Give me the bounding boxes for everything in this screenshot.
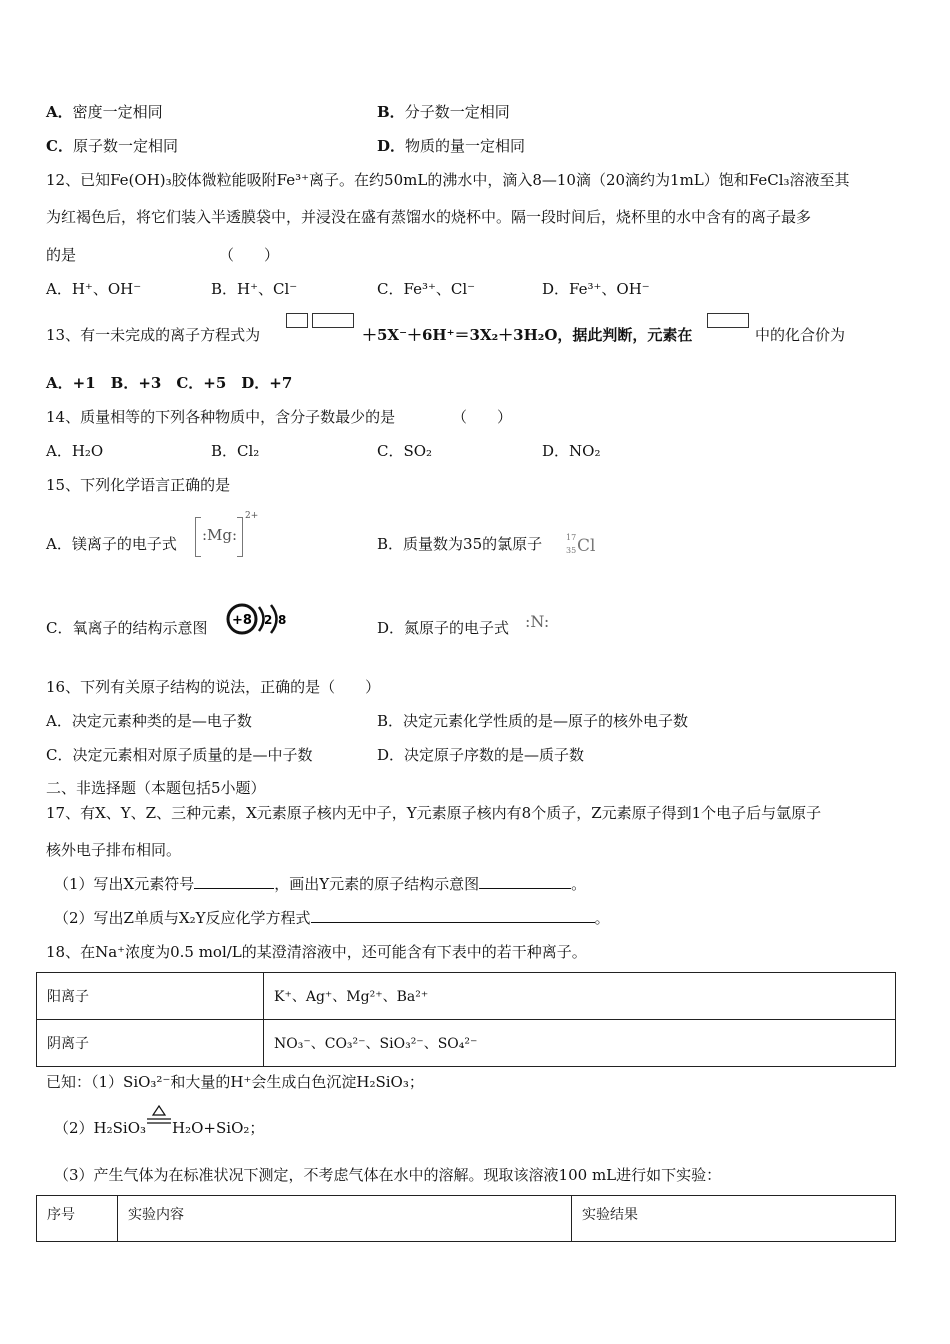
q15-option-c: C．氧离子的结构示意图 <box>46 619 208 637</box>
q12-stem-line1: 12、已知Fe(OH)₃胶体微粒能吸附Fe³⁺离子。在约50mL的沸水中，滴入8—10滴（20滴约为1mL）饱和FeCl₃溶液至其 <box>46 171 850 189</box>
q18-stem: 18、在Na⁺浓度为0.5 mol/L的某澄清溶液中，还可能含有下表中的若干种离子。 <box>46 943 587 961</box>
oxygen-ion-structure-diagram <box>226 601 290 637</box>
table-header-row <box>37 1196 896 1242</box>
q14-answer-paren: （ ） <box>452 408 513 426</box>
cl-bottom-number: 35 <box>566 546 577 555</box>
q16-option-c: C．决定元素相对原子质量的是—中子数 <box>46 746 313 764</box>
header-content: 实验内容 <box>118 1196 572 1242</box>
table-cell-cation-ions: K⁺、Ag⁺、Mg²⁺、Ba²⁺ <box>264 973 896 1020</box>
shell-2-count: 8 <box>278 613 287 627</box>
answer-blank-x-symbol <box>194 874 274 889</box>
q14-option-c: C．SO₂ <box>377 442 433 460</box>
n-atom-electron-formula: :N: <box>525 612 550 631</box>
shell-1-count: 2 <box>264 613 273 627</box>
mg-ion-electron-formula <box>195 511 259 559</box>
q14-option-b: B．Cl₂ <box>211 442 260 460</box>
q17-sub1: （1）写出X元素符号 ，画出Y元素的原子结构示意图 。 <box>54 875 587 893</box>
cl-symbol: Cl <box>577 536 596 556</box>
q15-stem: 15、下列化学语言正确的是 <box>46 476 231 494</box>
q13-equation: ＋5X⁻＋6H⁺＝3X₂＋3H₂O，据此判断，元素在 <box>362 326 693 344</box>
q16-option-d: D．决定原子序数的是—质子数 <box>377 746 585 764</box>
ion-table <box>36 972 896 1067</box>
heat-equilibrium-sign <box>146 1118 172 1138</box>
q18-known-3: （3）产生气体为在标准状况下测定，不考虑气体在水中的溶解。现取该溶液100 mL进行如下实验： <box>54 1166 722 1184</box>
q17-sub2: （2）写出Z单质与X₂Y反应化学方程式 。 <box>54 909 610 927</box>
shell-arc-1 <box>259 607 264 631</box>
q11-option-a: A．密度一定相同 <box>46 103 163 121</box>
q12-option-c: C．Fe³⁺、Cl⁻ <box>377 280 476 298</box>
table-cell-anion-label: 阴离子 <box>37 1020 264 1067</box>
q15-option-d: D．氮原子的电子式 <box>377 619 510 637</box>
mg-charge: 2+ <box>245 511 259 521</box>
q16-option-a: A．决定元素种类的是—电子数 <box>46 712 252 730</box>
answer-blank-equation <box>311 908 595 923</box>
q13-stem-suffix: 中的化合价为 <box>755 326 846 344</box>
nucleus-charge: +8 <box>232 613 252 628</box>
delta-triangle-icon <box>146 1104 172 1130</box>
experiment-table <box>36 1195 896 1242</box>
q13-blank-box-2 <box>312 313 354 328</box>
header-result: 实验结果 <box>572 1196 896 1242</box>
q17-stem-line1: 17、有X、Y、Z、三种元素，X元素原子核内无中子，Y元素原子核内有8个质子，Z元素原子得到1个电子后与氩原子 <box>46 804 822 822</box>
q12-option-a: A．H⁺、OH⁻ <box>46 280 142 298</box>
q14-option-d: D．NO₂ <box>542 442 601 460</box>
mg-formula-text: :Mg: <box>202 526 238 544</box>
table-cell-anion-ions: NO₃⁻、CO₃²⁻、SiO₃²⁻、SO₄²⁻ <box>264 1020 896 1067</box>
q13-blank-box-3 <box>707 313 749 328</box>
q18-known-2: （2）H₂SiO₃ H₂O+SiO₂； <box>54 1118 264 1138</box>
table-row-cation <box>37 973 896 1020</box>
q16-stem: 16、下列有关原子结构的说法，正确的是（ ） <box>46 678 381 696</box>
bracket-left <box>195 517 201 557</box>
q11-option-b: B．分子数一定相同 <box>377 103 510 121</box>
q11-option-c: C．原子数一定相同 <box>46 137 178 155</box>
bracket-right <box>237 517 243 557</box>
header-index: 序号 <box>37 1196 118 1242</box>
cl-top-number: 17 <box>566 533 577 542</box>
q15-option-b: B．质量数为35的氯原子 <box>377 535 543 553</box>
q17-stem-line2: 核外电子排布相同。 <box>46 841 182 859</box>
q15-option-a: A．镁离子的电子式 <box>46 535 177 553</box>
cl-isotope-notation <box>564 533 604 559</box>
table-row-anion <box>37 1020 896 1067</box>
q12-stem-line2: 为红褐色后，将它们装入半透膜袋中，并浸没在盛有蒸馏水的烧杯中。隔一段时间后，烧杯里的水中含有的离子最多 <box>46 208 812 226</box>
q12-stem-line3: 的是 <box>46 246 77 264</box>
q12-option-d: D．Fe³⁺、OH⁻ <box>542 280 650 298</box>
answer-blank-y-diagram <box>479 874 571 889</box>
q14-stem: 14、质量相等的下列各种物质中，含分子数最少的是 <box>46 408 396 426</box>
section-heading: 二、非选择题（本题包括5小题） <box>46 779 266 797</box>
q14-option-a: A．H₂O <box>46 442 104 460</box>
q18-known-1: 已知：（1）SiO₃²⁻和大量的H⁺会生成白色沉淀H₂SiO₃； <box>46 1073 424 1091</box>
q13-stem-prefix: 13、有一未完成的离子方程式为 <box>46 326 261 344</box>
q11-option-d: D．物质的量一定相同 <box>377 137 526 155</box>
q13-blank-box-1 <box>286 313 308 328</box>
table-cell-cation-label: 阳离子 <box>37 973 264 1020</box>
q12-answer-paren: （ ） <box>219 246 280 264</box>
q13-options: A．+1 B．+3 C．+5 D．+7 <box>46 374 293 392</box>
q16-option-b: B．决定元素化学性质的是—原子的核外电子数 <box>377 712 689 730</box>
q12-option-b: B．H⁺、Cl⁻ <box>211 280 298 298</box>
